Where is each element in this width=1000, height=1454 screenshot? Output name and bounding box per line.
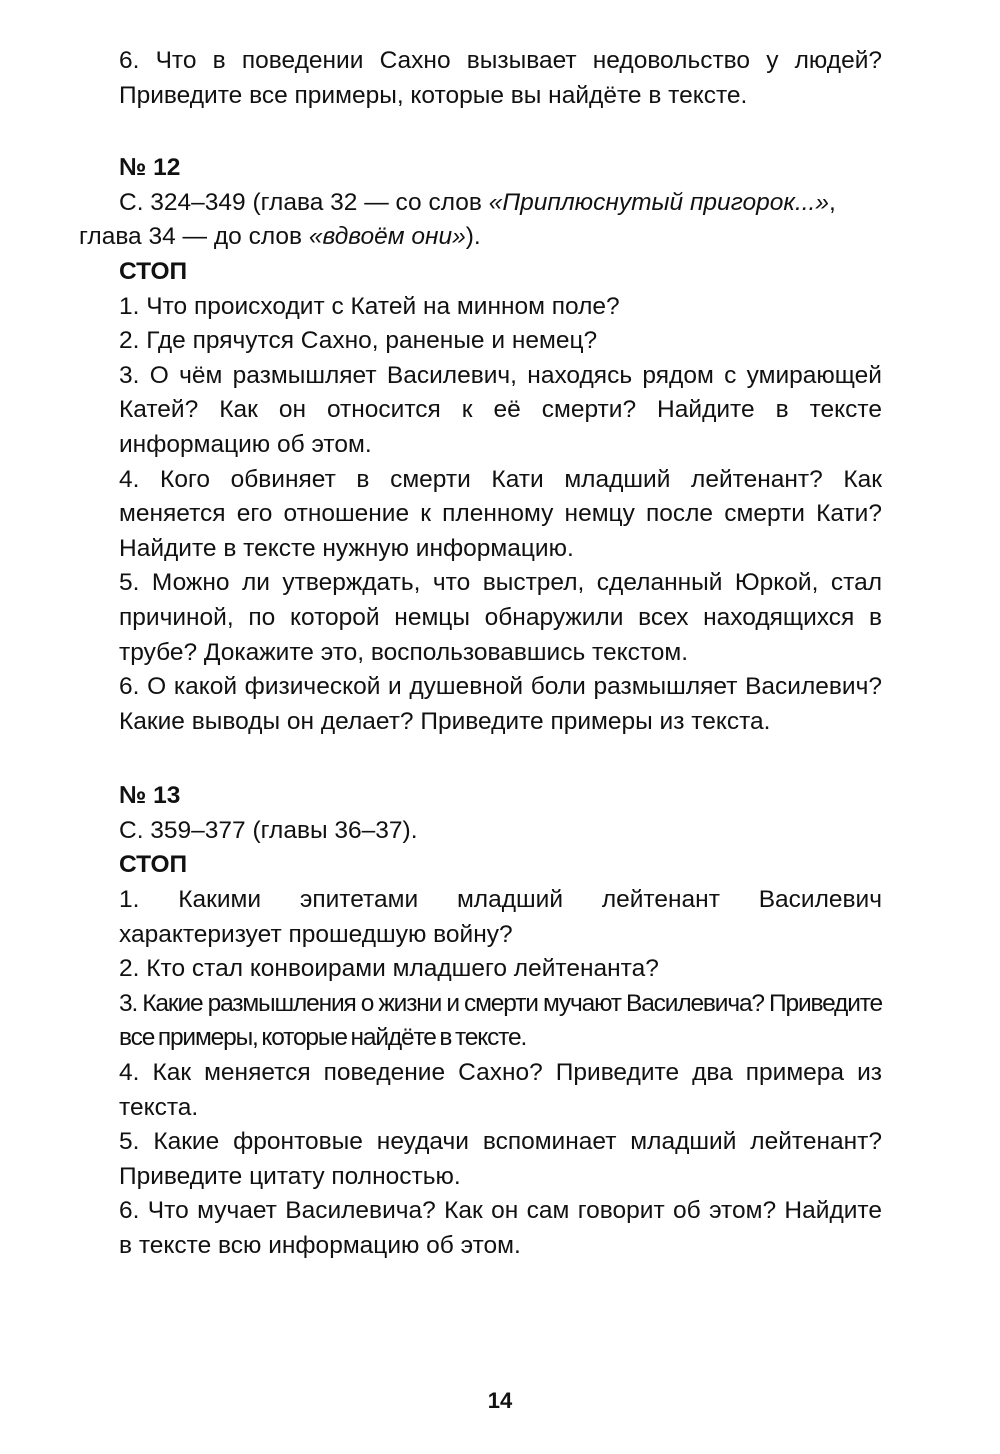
question-item: 2. Где прячутся Сахно, раненые и немец? bbox=[119, 327, 598, 355]
question-item: 4. Кого обвиняет в смерти Кати младший лейтенант? Как меняется его отношение к пленному немцу после смерти Кати? Найдите в тексте нужную информацию. bbox=[119, 465, 882, 562]
question-item: 1. Что происходит с Катей на минном поле? bbox=[119, 292, 620, 320]
section-13 bbox=[119, 779, 882, 1263]
question-item: 5. Можно ли утверждать, что выстрел, сделанный Юркой, стал причиной, по которой немцы обнаружили всех находящихся в трубе? Докажите это, воспользовавшись текстом. bbox=[119, 569, 882, 666]
source-text: , bbox=[829, 188, 836, 216]
source-line bbox=[79, 220, 882, 255]
question-item: 6. Что мучает Василевича? Как он сам говорит об этом? Найдите в тексте всю информацию об этом. bbox=[119, 1197, 882, 1259]
question-item: 3. Какие размышления о жизни и смерти мучают Василевича? Приведите все примеры, которые найдёте в тексте. bbox=[119, 989, 882, 1052]
section-number: № 13 bbox=[119, 782, 181, 810]
question-item: 6. О какой физической и душевной боли размышляет Василевич? Какие выводы он делает? Приведите примеры из текста. bbox=[119, 673, 882, 735]
question-item: 3. О чём размышляет Василевич, находясь рядом с умирающей Катей? Как он относится к её смерти? Найдите в тексте информацию об этом. bbox=[119, 361, 882, 458]
source-text: ). bbox=[465, 223, 481, 251]
stop-label: СТОП bbox=[119, 851, 188, 879]
question-item: 4. Как меняется поведение Сахно? Приведите два примера из текста. bbox=[119, 1059, 882, 1121]
stop-label: СТОП bbox=[119, 257, 188, 285]
source-text: глава 34 — до слов bbox=[79, 223, 309, 251]
section-source: С. 359–377 (главы 36–37). bbox=[119, 816, 418, 844]
intro-question: 6. Что в поведении Сахно вызывает недовольство у людей? Приведите все примеры, которые вы найдёте в тексте. bbox=[119, 47, 882, 109]
source-quote: «Приплюснутый пригорок...» bbox=[488, 188, 829, 216]
section-12 bbox=[79, 151, 882, 739]
question-item: 1. Какими эпитетами младший лейтенант Василевич характеризует прошедшую войну? bbox=[119, 886, 882, 948]
page-number: 14 bbox=[487, 1388, 513, 1413]
source-quote: «вдвоём они» bbox=[308, 223, 466, 251]
section-number: № 12 bbox=[119, 154, 181, 182]
question-item: 5. Какие фронтовые неудачи вспоминает младший лейтенант? Приведите цитату полностью. bbox=[119, 1128, 882, 1190]
section-source bbox=[79, 186, 882, 255]
page-content bbox=[79, 44, 882, 1264]
question-item: 2. Кто стал конвоирами младшего лейтенанта? bbox=[119, 955, 659, 983]
source-text: С. 324–349 (глава 32 — со слов bbox=[119, 188, 489, 216]
